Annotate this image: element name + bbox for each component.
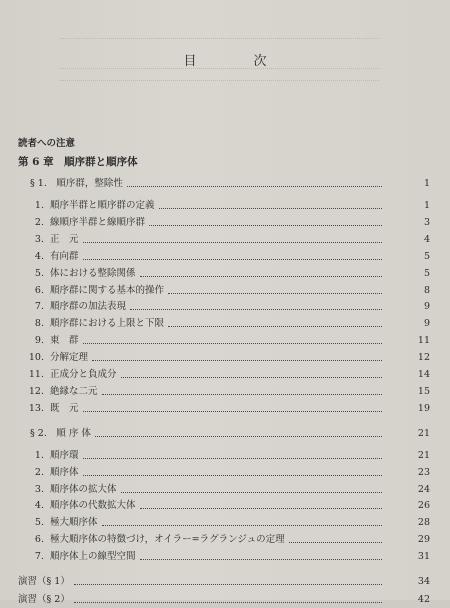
chapter-label: 第 6 章 順序群と順序体	[18, 156, 138, 168]
entry-title: 順序環	[50, 449, 79, 461]
page-number: 14	[417, 369, 430, 380]
page-number: 28	[417, 517, 430, 529]
dot-leader	[83, 457, 382, 459]
bleed-through-line	[60, 80, 380, 82]
entry-title: 既 元	[50, 402, 79, 414]
exercise-entry	[0, 574, 450, 590]
entry-number: 3.	[34, 233, 44, 245]
page-number: 1	[423, 178, 430, 189]
section-heading	[0, 426, 450, 442]
entry-number: 11.	[28, 369, 44, 380]
toc-entry	[0, 448, 450, 464]
entry-title: 演習（§ 1）	[18, 576, 70, 587]
toc-entry	[0, 299, 450, 315]
dot-leader	[130, 308, 382, 310]
entry-number: 10.	[28, 352, 44, 364]
dot-leader	[92, 359, 382, 361]
page-number: 26	[417, 500, 430, 512]
dot-leader	[83, 474, 382, 476]
page-number: 21	[417, 427, 430, 439]
entry-title: 体における整除関係	[50, 267, 136, 279]
entry-number: 1.	[34, 200, 44, 211]
entry-number: 2.	[34, 466, 44, 478]
entry-title: 順序群に関する基本的操作	[50, 284, 165, 296]
page-number: 34	[417, 576, 430, 587]
preface-label: 読者への注意	[18, 138, 76, 149]
entry-title: 正成分と負成分	[50, 369, 117, 380]
page-number: 24	[417, 483, 430, 495]
toc-entry	[0, 401, 450, 417]
entry-title: 順序体上の線型空間	[50, 551, 136, 563]
entry-title: 順序群の加法表現	[50, 301, 127, 313]
page-title: 目 次	[183, 54, 289, 69]
toc-entry	[0, 266, 450, 282]
page-number: 1	[423, 200, 430, 211]
dot-leader	[74, 601, 382, 603]
entry-title: 順序体	[50, 466, 79, 478]
toc-entry	[0, 482, 450, 498]
entry-title: 順序群における上限と下限	[50, 318, 165, 330]
dot-leader	[140, 507, 382, 509]
entry-number: 7.	[34, 301, 44, 313]
entry-title: 東 群	[50, 335, 79, 347]
dot-leader	[140, 558, 382, 560]
entry-title: § 1. 順序群，整除性	[30, 178, 123, 189]
dot-leader	[83, 258, 382, 260]
toc-entry	[0, 215, 450, 231]
entry-number: 4.	[34, 250, 44, 262]
page-number: 5	[423, 250, 430, 262]
entry-number: 6.	[34, 534, 44, 546]
toc-entry	[0, 384, 450, 400]
entry-title: § 2. 順 序 体	[30, 427, 91, 439]
entry-title: 線順序半群と線順序群	[50, 216, 146, 228]
page-number: 31	[417, 551, 430, 563]
dot-leader	[74, 583, 382, 585]
dot-leader	[159, 207, 382, 209]
page-number: 5	[423, 267, 430, 279]
entry-number: 9.	[34, 335, 44, 347]
page-number: 9	[423, 318, 430, 330]
entry-title: 順序体の代数拡大体	[50, 500, 136, 512]
page-number: 21	[417, 449, 430, 461]
toc-entry	[0, 232, 450, 248]
page-number: 15	[417, 385, 430, 397]
bleed-through-line	[60, 38, 380, 40]
entry-title: 分解定理	[50, 352, 89, 364]
dot-leader	[140, 275, 382, 277]
entry-number: 7.	[34, 551, 44, 563]
dot-leader	[127, 185, 382, 187]
page-number: 8	[423, 284, 430, 296]
dot-leader	[102, 393, 382, 395]
entry-number: 8.	[34, 318, 44, 330]
dot-leader	[149, 224, 382, 226]
entry-number: 4.	[34, 500, 44, 512]
page-number: 29	[417, 534, 430, 546]
entry-number: 13.	[28, 402, 44, 414]
dot-leader	[95, 435, 382, 437]
dot-leader	[83, 410, 382, 412]
chapter-heading	[0, 154, 450, 170]
dot-leader	[168, 325, 382, 327]
page-number: 42	[417, 594, 430, 605]
dot-leader	[289, 541, 382, 543]
entry-number: 5.	[34, 267, 44, 279]
toc-entry	[0, 515, 450, 531]
toc-entry	[0, 532, 450, 548]
page-number: 4	[423, 233, 430, 245]
entry-title: 有向群	[50, 250, 79, 262]
toc-entry	[0, 549, 450, 565]
entry-number: 3.	[34, 483, 44, 495]
page-number: 3	[423, 216, 430, 228]
page-number: 12	[417, 352, 430, 364]
exercise-entry	[0, 592, 450, 608]
toc-entry	[0, 465, 450, 481]
entry-number: 12.	[28, 385, 44, 397]
page-number: 11	[417, 335, 430, 347]
dot-leader	[121, 376, 382, 378]
toc-entry	[0, 316, 450, 332]
dot-leader	[83, 241, 382, 243]
dot-leader	[102, 524, 382, 526]
entry-title: 極大順序体の特徴づけ，オイラー=ラグランジュの定理	[50, 534, 285, 546]
preface-heading	[0, 136, 450, 152]
dot-leader	[121, 491, 382, 493]
page-number: 9	[423, 301, 430, 313]
entry-number: 2.	[34, 216, 44, 228]
section-heading	[0, 176, 450, 192]
entry-title: 極大順序体	[50, 517, 98, 529]
toc-entry	[0, 367, 450, 383]
entry-number: 6.	[34, 284, 44, 296]
toc-entry	[0, 283, 450, 299]
toc-entry	[0, 350, 450, 366]
entry-title: 絶縁な二元	[50, 385, 98, 397]
entry-title: 正 元	[50, 233, 79, 245]
entry-number: 1.	[34, 449, 44, 461]
dot-leader	[83, 342, 382, 344]
entry-title: 順序体の拡大体	[50, 483, 117, 495]
dot-leader	[168, 292, 382, 294]
page-number: 19	[417, 402, 430, 414]
toc-entry	[0, 198, 450, 214]
page-number: 23	[417, 466, 430, 478]
entry-number: 5.	[34, 517, 44, 529]
entry-title: 順序半群と順序群の定義	[50, 200, 155, 211]
toc-entry	[0, 498, 450, 514]
toc-entry	[0, 333, 450, 349]
toc-entry	[0, 249, 450, 265]
entry-title: 演習（§ 2）	[18, 594, 70, 605]
